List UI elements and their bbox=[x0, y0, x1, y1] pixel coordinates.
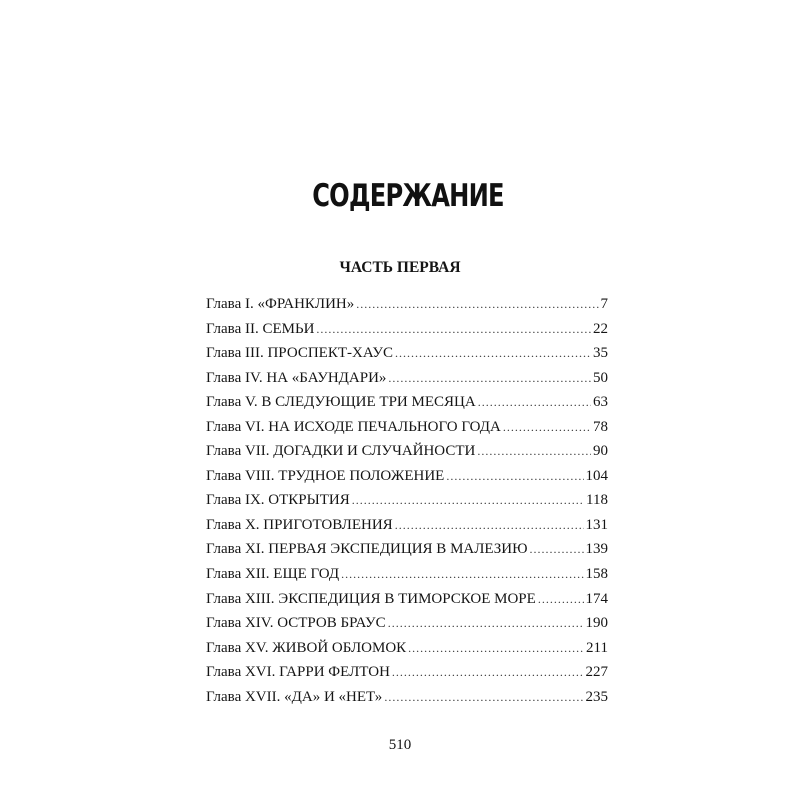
chapter-page-number: 22 bbox=[593, 320, 608, 337]
chapter-page-number: 35 bbox=[593, 345, 608, 362]
chapter-title: Глава XII. ЕЩЕ ГОД bbox=[206, 566, 340, 583]
dot-leader bbox=[395, 518, 584, 533]
dot-leader bbox=[341, 567, 583, 582]
table-of-contents bbox=[206, 296, 608, 713]
chapter-page-number: 174 bbox=[585, 590, 608, 607]
part-heading: ЧАСТЬ ПЕРВАЯ bbox=[339, 259, 461, 276]
chapter-title: Глава XVII. «ДА» И «НЕТ» bbox=[206, 688, 383, 705]
page-number: 510 bbox=[388, 737, 412, 753]
chapter-page-number: 131 bbox=[585, 516, 608, 533]
chapter-page-number: 78 bbox=[593, 418, 608, 435]
chapter-page-number: 7 bbox=[600, 296, 608, 312]
chapter-title: Глава V. В СЛЕДУЮЩИЕ ТРИ МЕСЯЦА bbox=[206, 394, 476, 411]
chapter-page-number: 63 bbox=[593, 394, 608, 411]
dot-leader bbox=[395, 346, 591, 361]
chapter-page-number: 211 bbox=[586, 639, 608, 656]
toc-entry bbox=[206, 394, 608, 419]
chapter-title: Глава XI. ПЕРВАЯ ЭКСПЕДИЦИЯ В МАЛЕЗИЮ bbox=[206, 541, 528, 558]
toc-entry bbox=[206, 664, 608, 689]
toc-entry bbox=[206, 615, 608, 640]
chapter-title: Глава II. СЕМЬИ bbox=[206, 320, 315, 337]
toc-entry bbox=[206, 370, 608, 395]
toc-entry bbox=[206, 321, 608, 346]
dot-leader bbox=[356, 297, 598, 312]
chapter-page-number: 227 bbox=[585, 664, 608, 681]
dot-leader bbox=[352, 493, 584, 508]
dot-leader bbox=[538, 592, 584, 607]
dot-leader bbox=[503, 420, 591, 435]
chapter-page-number: 104 bbox=[585, 467, 608, 484]
dot-leader bbox=[477, 444, 591, 459]
toc-entry bbox=[206, 689, 608, 714]
chapter-title: Глава XIII. ЭКСПЕДИЦИЯ В ТИМОРСКОЕ МОРЕ bbox=[206, 590, 536, 607]
dot-leader bbox=[384, 690, 583, 705]
chapter-title: Глава X. ПРИГОТОВЛЕНИЯ bbox=[206, 516, 393, 533]
chapter-title: Глава VII. ДОГАДКИ И СЛУЧАЙНОСТИ bbox=[206, 443, 476, 460]
dot-leader bbox=[408, 641, 584, 656]
dot-leader bbox=[392, 665, 584, 680]
chapter-page-number: 139 bbox=[585, 541, 608, 558]
toc-entry bbox=[206, 541, 608, 566]
toc-entry bbox=[206, 468, 608, 493]
chapter-title: Глава VIII. ТРУДНОЕ ПОЛОЖЕНИЕ bbox=[206, 467, 445, 484]
toc-entry bbox=[206, 443, 608, 468]
dot-leader bbox=[388, 371, 591, 386]
toc-entry bbox=[206, 517, 608, 542]
dot-leader bbox=[530, 542, 584, 557]
chapter-page-number: 190 bbox=[585, 615, 608, 632]
chapter-title: Глава XIV. ОСТРОВ БРАУС bbox=[206, 615, 386, 632]
toc-entry bbox=[206, 566, 608, 591]
toc-entry bbox=[206, 296, 608, 321]
toc-entry bbox=[206, 345, 608, 370]
chapter-page-number: 235 bbox=[585, 688, 608, 705]
toc-entry bbox=[206, 419, 608, 444]
chapter-page-number: 90 bbox=[593, 443, 608, 460]
chapter-title: Глава IV. НА «БАУНДАРИ» bbox=[206, 369, 387, 386]
toc-entry bbox=[206, 492, 608, 517]
chapter-page-number: 50 bbox=[593, 369, 608, 386]
toc-entry bbox=[206, 591, 608, 616]
chapter-title: Глава III. ПРОСПЕКТ-ХАУС bbox=[206, 345, 393, 362]
chapter-page-number: 158 bbox=[585, 566, 608, 583]
dot-leader bbox=[316, 322, 591, 337]
chapter-title: Глава XV. ЖИВОЙ ОБЛОМОК bbox=[206, 639, 407, 656]
chapter-title: Глава I. «ФРАНКЛИН» bbox=[206, 296, 355, 312]
chapter-title: Глава IX. ОТКРЫТИЯ bbox=[206, 492, 350, 509]
chapter-title: Глава XVI. ГАРРИ ФЕЛТОН bbox=[206, 664, 390, 681]
chapter-page-number: 118 bbox=[586, 492, 608, 509]
toc-entry bbox=[206, 640, 608, 665]
dot-leader bbox=[446, 469, 583, 484]
dot-leader bbox=[388, 616, 584, 631]
page-title: СОДЕРЖАНИЕ bbox=[312, 178, 504, 214]
chapter-title: Глава VI. НА ИСХОДЕ ПЕЧАЛЬНОГО ГОДА bbox=[206, 418, 501, 435]
dot-leader bbox=[478, 395, 591, 410]
